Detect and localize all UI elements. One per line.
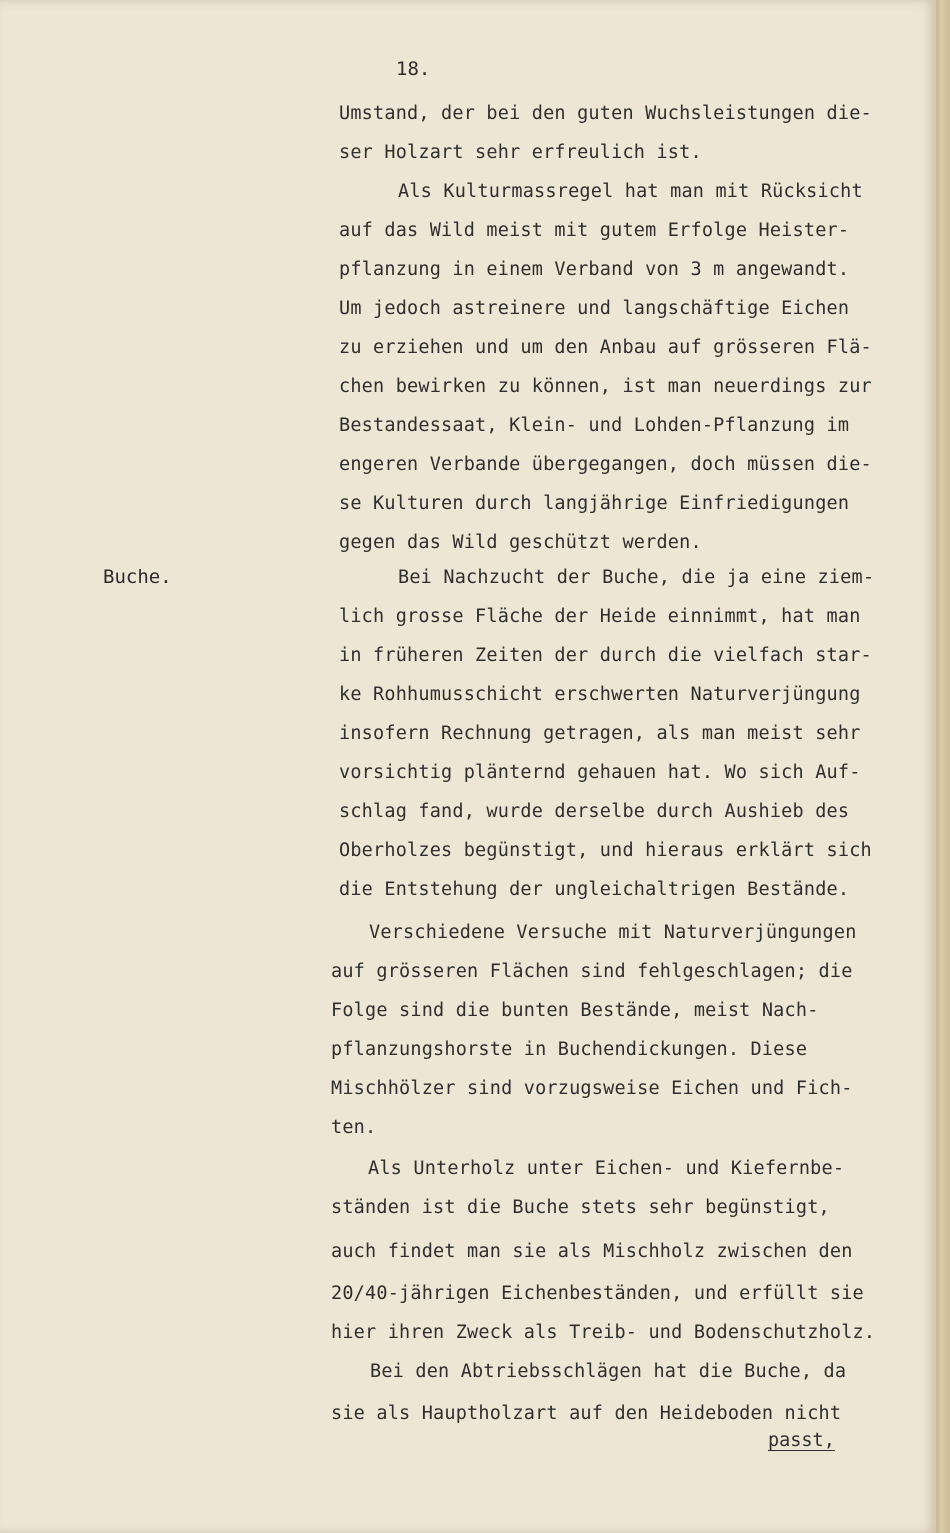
text-line: pflanzungshorste in Buchendickungen. Diese (331, 1039, 808, 1060)
text-line: vorsichtig plänternd gehauen hat. Wo sich Auf- (339, 762, 861, 783)
text-line: schlag fand, wurde derselbe durch Aushieb des (339, 801, 850, 822)
text-line: Mischhölzer sind vorzugsweise Eichen und Fich- (331, 1078, 853, 1099)
page-edge (936, 0, 950, 1533)
text-line: Folge sind die bunten Bestände, meist Nach- (331, 1000, 819, 1021)
text-line: Bei Nachzucht der Buche, die ja eine ziem- (398, 567, 875, 588)
text-line: Oberholzes begünstigt, und hieraus erklärt sich (339, 840, 872, 861)
text-line: zu erziehen und um den Anbau auf grösseren Flä- (339, 337, 872, 358)
text-line: insofern Rechnung getragen, als man meist sehr (339, 723, 861, 744)
text-line: gegen das Wild geschützt werden. (339, 532, 702, 553)
text-line: auch findet man sie als Mischholz zwischen den (331, 1241, 853, 1262)
page-number: 18. (396, 58, 431, 80)
text-line: auf grösseren Flächen sind fehlgeschlagen; die (331, 961, 853, 982)
text-line: se Kulturen durch langjährige Einfriedigungen (339, 493, 850, 514)
text-line: Als Kulturmassregel hat man mit Rücksicht (398, 181, 863, 202)
text-line: auf das Wild meist mit gutem Erfolge Heister- (339, 220, 850, 241)
text-line: die Entstehung der ungleichaltrigen Bestände. (339, 879, 850, 900)
text-line: pflanzung in einem Verband von 3 m angewandt. (339, 259, 850, 280)
text-line: Umstand, der bei den guten Wuchsleistungen die- (339, 103, 872, 124)
text-line: chen bewirken zu können, ist man neuerdings zur (339, 376, 872, 397)
text-line: ser Holzart sehr erfreulich ist. (339, 142, 702, 163)
text-line: Bei den Abtriebsschlägen hat die Buche, da (370, 1361, 847, 1382)
text-line: sie als Hauptholzart auf den Heideboden nicht (331, 1403, 842, 1424)
text-line: 20/40-jährigen Eichenbeständen, und erfüllt sie (331, 1283, 864, 1304)
text-line: Bestandessaat, Klein- und Lohden-Pflanzung im (339, 415, 850, 436)
margin-note-buche: Buche. (103, 566, 172, 588)
text-line: engeren Verbande übergegangen, doch müssen die- (339, 454, 872, 475)
catchword: passt, (768, 1430, 835, 1451)
text-line: in früheren Zeiten der durch die vielfach star- (339, 645, 872, 666)
text-line: Verschiedene Versuche mit Naturverjüngungen (369, 922, 857, 943)
text-line: Um jedoch astreinere und langschäftige Eichen (339, 298, 850, 319)
text-line: ständen ist die Buche stets sehr begünstigt, (331, 1197, 830, 1218)
text-line: hier ihren Zweck als Treib- und Bodenschutzholz. (331, 1322, 876, 1343)
text-line: ten. (331, 1117, 377, 1138)
text-line: Als Unterholz unter Eichen- und Kiefernbe- (368, 1158, 845, 1179)
text-line: lich grosse Fläche der Heide einnimmt, hat man (339, 606, 861, 627)
text-line: ke Rohhumusschicht erschwerten Naturverjüngung (339, 684, 861, 705)
